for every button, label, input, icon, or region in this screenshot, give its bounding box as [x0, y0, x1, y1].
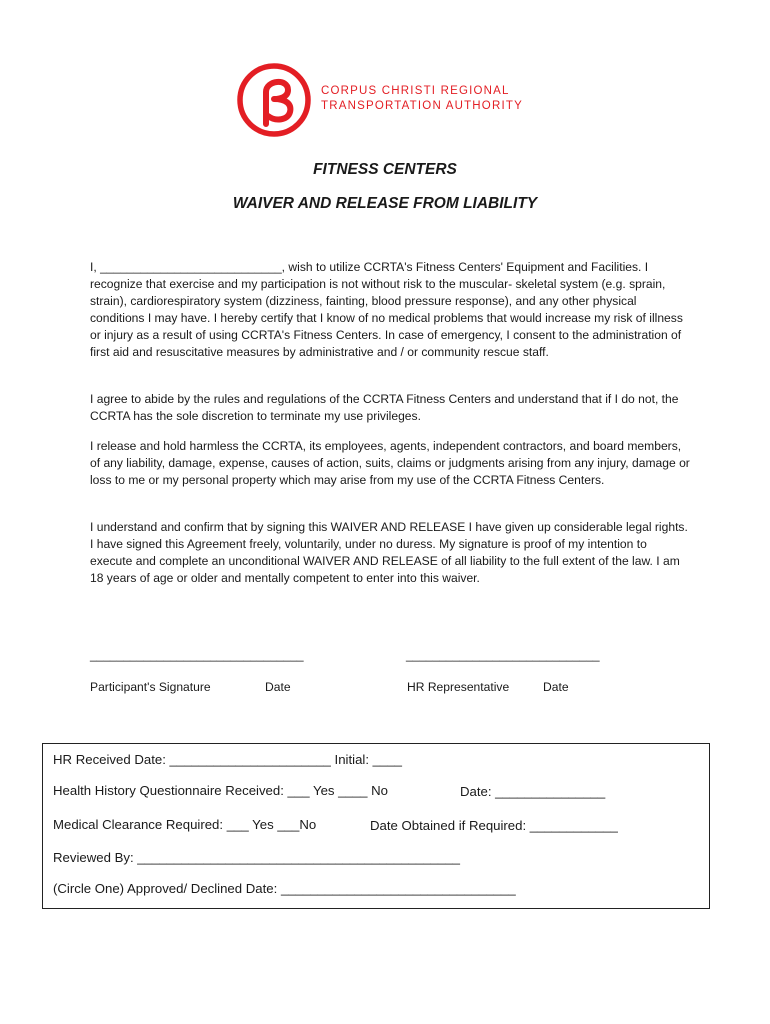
document-subtitle: WAIVER AND RELEASE FROM LIABILITY	[232, 195, 538, 212]
reviewed-by-field[interactable]: Reviewed By: ____________________________________________	[53, 850, 460, 865]
org-name-line1: CORPUS CHRISTI REGIONAL	[321, 85, 510, 97]
hr-received-date-field[interactable]: HR Received Date: ______________________ Initial: ____	[53, 752, 403, 767]
health-questionnaire-field[interactable]: Health History Questionnaire Received: ___ Yes ____ No	[53, 783, 389, 798]
ccrta-logo-icon	[236, 62, 312, 138]
waiver-paragraph-3: I release and hold harmless the CCRTA, its employees, agents, independent contractors, and board members, of any liability, damage, expense, causes of action, suits, claims or judgments arising from any injury, damage or loss to me or my personal property which may arise from my use of the CCRTA Fitness Centers.	[90, 439, 690, 487]
document-title: FITNESS CENTERS	[313, 161, 457, 178]
participant-date-label: Date	[265, 680, 291, 694]
questionnaire-date-field[interactable]: Date: _______________	[460, 784, 606, 799]
organization-name	[321, 84, 523, 114]
hr-representative-label: HR Representative	[407, 680, 510, 694]
medical-clearance-field[interactable]: Medical Clearance Required: ___ Yes ___No	[53, 817, 317, 832]
hr-date-label: Date	[543, 680, 569, 694]
date-obtained-field[interactable]: Date Obtained if Required: ____________	[370, 818, 618, 833]
hr-signature-line[interactable]: _____________________________	[406, 648, 600, 662]
waiver-paragraph-4: I understand and confirm that by signing this WAIVER AND RELEASE I have given up considerable legal rights. I have signed this Agreement freely, voluntarily, under no duress. My signature is proof of my intention to execute and complete an unconditional WAIVER AND RELEASE of all liability to the full extent of the law. I am 18 years of age or older and mentally competent to enter into this waiver.	[90, 520, 688, 585]
participant-signature-label: Participant's Signature	[90, 680, 211, 694]
org-name-line2: TRANSPORTATION AUTHORITY	[321, 100, 523, 112]
hr-use-box	[42, 743, 710, 909]
waiver-paragraph-1: I, ___________________________, wish to utilize CCRTA's Fitness Centers' Equipment and Facilities. I recognize that exercise and my participation is not without risk to the muscular- skeletal system (e.g. sprain, strain), cardiorespiratory system (dizziness, fainting, blood pressure response), and any other physical conditions I may have. I hereby certify that I know of no medical problems that would increase my risk of illness or injury as a result of using CCRTA's Fitness Centers. In case of emergency, I consent to the administration of first aid and resuscitative measures by administrative and / or community rescue staff.	[90, 260, 683, 359]
waiver-paragraph-2: I agree to abide by the rules and regulations of the CCRTA Fitness Centers and understand that if I do not, the CCRTA has the sole discretion to terminate my use privileges.	[90, 392, 679, 423]
approved-declined-field[interactable]: (Circle One) Approved/ Declined Date: ________________________________	[53, 881, 516, 896]
participant-signature-line[interactable]: ________________________________	[90, 648, 304, 662]
